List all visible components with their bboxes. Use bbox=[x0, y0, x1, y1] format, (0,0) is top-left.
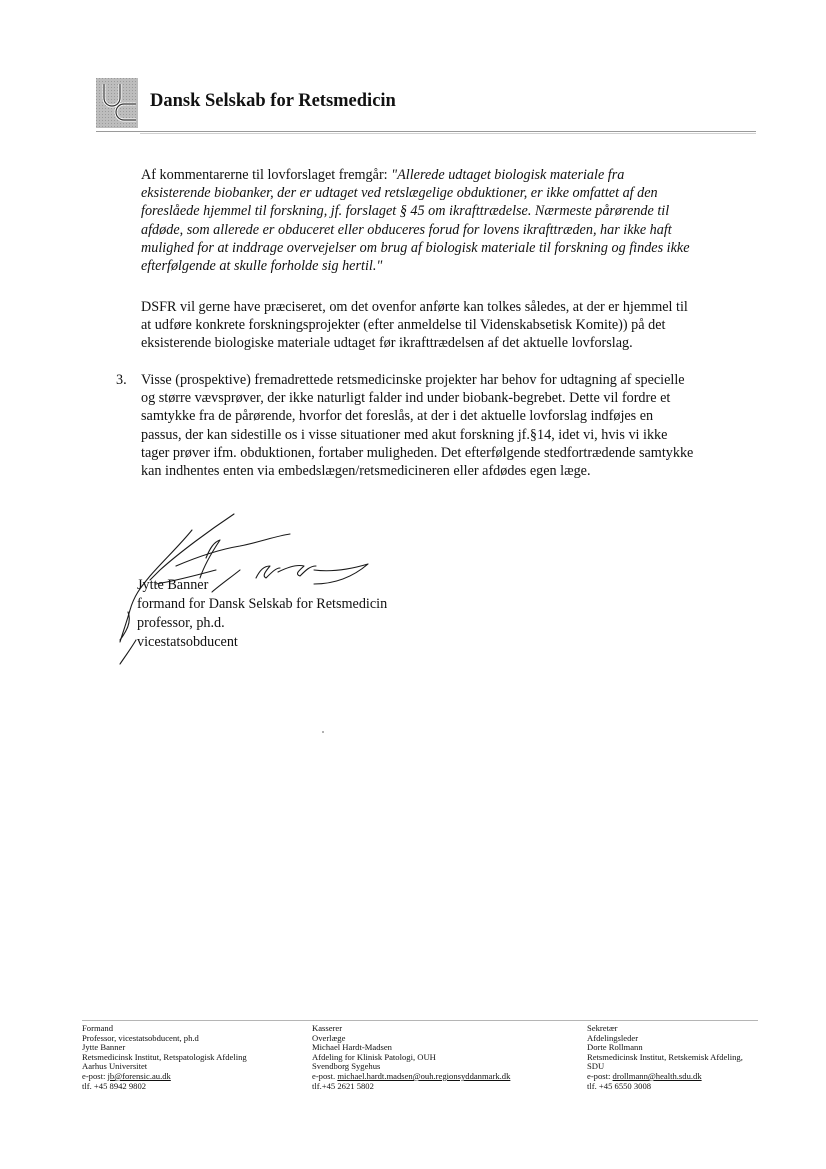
footer-person-name: Dorte Rollmann bbox=[587, 1042, 643, 1053]
paragraph-line: passus, der kan sidestille os i visse situationer med akut forskning jf.§14, idet vi, hvis vi ikke bbox=[141, 426, 668, 443]
footer-position: Professor, vicestatsobducent, ph.d bbox=[82, 1032, 199, 1043]
commentary-intro: Af kommentarerne til lovforslaget fremgår: bbox=[141, 167, 392, 183]
item-number: 3. bbox=[116, 372, 127, 388]
organization-name: Dansk Selskab for Retsmedicin bbox=[150, 91, 396, 111]
scan-speck bbox=[322, 731, 324, 733]
footer-column-chairman bbox=[82, 1024, 247, 1091]
footer-person-name: Jytte Banner bbox=[82, 1042, 126, 1053]
header-divider bbox=[96, 131, 756, 132]
quote-line: eksisterende biobanker, der er udtaget ved retslægelige obduktioner, er ikke omfattet af den bbox=[141, 185, 658, 202]
footer-institution: Svendborg Sygehus bbox=[312, 1061, 381, 1072]
email-label: e-post. bbox=[312, 1070, 338, 1081]
paragraph-line: tager prøver ifm. obduktionen, fortaber muligheden. Det efterfølgende stedfortrædende samtykke bbox=[141, 444, 694, 461]
footer-column-secretary bbox=[587, 1024, 743, 1091]
footer-institution: Aarhus Universitet bbox=[82, 1061, 148, 1072]
quote-line: "Allerede udtaget biologisk materiale fra bbox=[391, 167, 625, 183]
header-divider-secondary bbox=[140, 133, 756, 134]
footer-phone: tlf.+45 2621 5802 bbox=[312, 1080, 374, 1091]
footer-person-name: Michael Hardt-Madsen bbox=[312, 1042, 392, 1053]
numbered-item-3 bbox=[141, 371, 766, 480]
paragraph-line: og større vævsprøver, der ikke naturligt falder ind under biobank-begrebet. Dette vil fordre et bbox=[141, 390, 671, 407]
footer-divider bbox=[82, 1020, 758, 1021]
quote-line: mulighed for at inddrage overvejelser om brug af biologisk materiale til forskning og findes ikke bbox=[141, 239, 690, 256]
footer-phone: tlf. +45 8942 9802 bbox=[82, 1080, 147, 1091]
dsfr-request-paragraph bbox=[141, 298, 766, 353]
signatory-role: vicestatsobducent bbox=[137, 634, 238, 650]
paragraph-line: samtykke fra de pårørende, hvorfor det foreslås, at der i det aktuelle lovforslag indføjes en bbox=[141, 408, 654, 425]
society-logo bbox=[96, 78, 138, 128]
footer-department: Retsmedicinsk Institut, Retspatologisk Afdeling bbox=[82, 1051, 247, 1062]
commentary-paragraph bbox=[141, 166, 766, 275]
footer-role: Formand bbox=[82, 1023, 114, 1033]
email-link[interactable]: drollmann@health.sdu.dk bbox=[612, 1070, 702, 1081]
quote-line: foreslåede hjemmel til forskning, jf. forslaget § 45 om ikrafttrædelse. Nærmeste pårørende til bbox=[141, 203, 670, 220]
footer-department: Retsmedicinsk Institut, Retskemisk Afdeling, bbox=[587, 1051, 743, 1062]
footer-department: Afdeling for Klinisk Patologi, OUH bbox=[312, 1051, 436, 1062]
email-label: e-post: bbox=[587, 1070, 613, 1081]
signatory-name: Jytte Banner bbox=[137, 577, 209, 593]
quote-line: efterfølgende at skulle forholde sig hertil." bbox=[141, 258, 383, 275]
email-label: e-post: bbox=[82, 1070, 108, 1081]
email-link[interactable]: jb@forensic.au.dk bbox=[107, 1070, 171, 1081]
footer-role: Kasserer bbox=[312, 1023, 343, 1033]
signatory-title: formand for Dansk Selskab for Retsmedicin bbox=[137, 596, 388, 612]
footer-role: Sekretær bbox=[587, 1023, 618, 1033]
email-link[interactable]: michael.hardt.madsen@ouh.regionsyddanmark.dk bbox=[337, 1070, 511, 1081]
signature-block bbox=[137, 576, 387, 652]
footer-column-treasurer bbox=[312, 1024, 510, 1091]
footer-institution: SDU bbox=[587, 1061, 605, 1072]
paragraph-line: kan indhentes enten via embedslægen/retsmedicineren eller afdødes egen læge. bbox=[141, 463, 591, 480]
footer-phone: tlf. +45 6550 3008 bbox=[587, 1080, 652, 1091]
paragraph-line: Visse (prospektive) fremadrettede retsmedicinske projekter har behov for udtagning af specielle bbox=[141, 372, 685, 388]
footer-position: Afdelingsleder bbox=[587, 1032, 639, 1043]
footer-position: Overlæge bbox=[312, 1032, 346, 1043]
signatory-degree: professor, ph.d. bbox=[137, 615, 225, 631]
paragraph-line: DSFR vil gerne have præciseret, om det ovenfor anførte kan tolkes således, at der er hjemmel til bbox=[141, 299, 688, 315]
quote-line: afdøde, som allerede er obduceret eller obduceres forud for lovens ikrafttræden, har ikke haft bbox=[141, 221, 672, 238]
paragraph-line: at udføre konkrete forskningsprojekter (efter anmeldelse til Videnskabsetisk Komite)) på det bbox=[141, 317, 666, 334]
paragraph-line: eksisterende biologiske materiale udtaget før ikrafttrædelsen af det aktuelle lovforslag. bbox=[141, 335, 633, 352]
